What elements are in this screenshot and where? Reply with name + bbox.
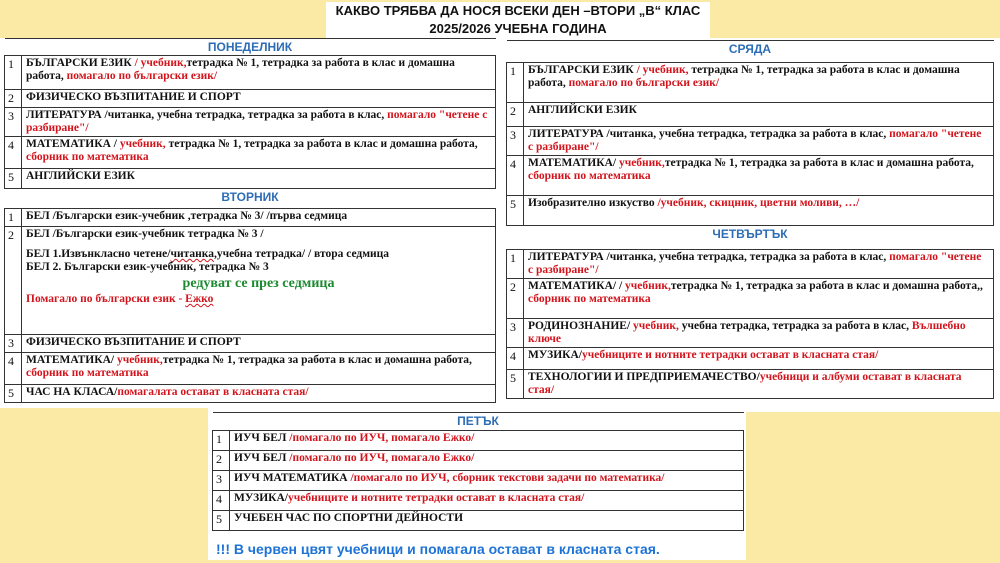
title-line-2: 2025/2026 УЧЕБНА ГОДИНА xyxy=(429,21,607,36)
wednesday-thursday-table xyxy=(506,40,994,399)
table-row: 5 АНГЛИЙСКИ ЕЗИК xyxy=(5,169,496,189)
friday-schedule-panel xyxy=(208,406,746,560)
red-color-note: !!! В червен цвят учебници и помагала остават в класната стая. xyxy=(216,541,660,557)
table-row: 3 ЛИТЕРАТУРА /читанка, учебна тетрадка, тетрадка за работа в клас, помагало "четене с разбиране"/ xyxy=(5,108,496,137)
thursday-header: ЧЕТВЪРТЪК xyxy=(507,226,994,250)
wednesday-header: СРЯДА xyxy=(507,41,994,63)
title-line-1: КАКВО ТРЯБВА ДА НОСЯ ВСЕКИ ДЕН –ВТОРИ „В“ КЛАС xyxy=(335,3,701,18)
left-schedule-panel xyxy=(0,38,500,408)
table-row: 4 МАТЕМАТИКА/ учебник,тетрадка № 1, тетрадка за работа в клас и домашна работа, сборник по математика xyxy=(507,156,994,196)
table-row: 2 МАТЕМАТИКА/ / учебник,тетрадка № 1, тетрадка за работа в клас и домашна работа,, сборник по математика xyxy=(507,279,994,319)
table-row: 3 ИУЧ МАТЕМАТИКА /помагало по ИУЧ, сборник текстови задачи по математика/ xyxy=(213,471,744,491)
table-row: 5 ТЕХНОЛОГИИ И ПРЕДПРИЕМАЧЕСТВО/учебници и албуми остават в класната стая/ xyxy=(507,370,994,399)
right-schedule-panel xyxy=(500,38,1000,412)
table-row: 3 ФИЗИЧЕСКО ВЪЗПИТАНИЕ И СПОРТ xyxy=(5,335,496,353)
table-row: 2 ИУЧ БЕЛ /помагало по ИУЧ, помагало Ежко/ xyxy=(213,451,744,471)
table-row: 3 ЛИТЕРАТУРА /читанка, учебна тетрадка, тетрадка за работа в клас, помагало "четене с разбиране"/ xyxy=(507,127,994,156)
table-row: 3 РОДИНОЗНАНИЕ/ учебник, учебна тетрадка, тетрадка за работа в клас, Вълшебно ключе xyxy=(507,319,994,348)
table-row: 1 ЛИТЕРАТУРА /читанка, учебна тетрадка, тетрадка за работа в клас, помагало "четене с разбиране"/ xyxy=(507,250,994,279)
tuesday-header: ВТОРНИК xyxy=(5,189,496,209)
table-row: 4 МАТЕМАТИКА/ учебник,тетрадка № 1, тетрадка за работа в клас и домашна работа, сборник по математика xyxy=(5,353,496,385)
table-row: 4 МУЗИКА/учебниците и нотните тетрадки остават в класната стая/ xyxy=(507,348,994,370)
table-row: 1 БЕЛ /Български език-учебник ,тетрадка № 3/ /първа седмица xyxy=(5,209,496,227)
table-row: 2 БЕЛ /Български език-учебник тетрадка № 3 / БЕЛ 1.Извънкласно четене/читанка,учебна тетрадка/ / втора седмица БЕЛ 2. Български език-учебник, тетрадка № 3 редуват се през седмица Помагало по български език - Ежко xyxy=(5,227,496,335)
page-title xyxy=(326,2,710,40)
friday-table xyxy=(212,412,744,531)
monday-tuesday-table xyxy=(4,38,496,403)
table-row: 5 Изобразително изкуство /учебник, скицник, цветни моливи, …/ xyxy=(507,196,994,226)
table-row: 1 ИУЧ БЕЛ /помагало по ИУЧ, помагало Ежко/ xyxy=(213,431,744,451)
alternate-weeks-note: редуват се през седмица xyxy=(182,276,335,291)
table-row: 1 БЪЛГАРСКИ ЕЗИК / учебник, тетрадка № 1, тетрадка за работа в клас и домашна работа, помагало по български език/ xyxy=(507,63,994,103)
table-row: 5 ЧАС НА КЛАСА/помагалата остават в класната стая/ xyxy=(5,385,496,403)
monday-header: ПОНЕДЕЛНИК xyxy=(5,39,496,56)
table-row: 2 ФИЗИЧЕСКО ВЪЗПИТАНИЕ И СПОРТ xyxy=(5,90,496,108)
friday-header: ПЕТЪК xyxy=(213,413,744,431)
table-row: 2 АНГЛИЙСКИ ЕЗИК xyxy=(507,103,994,127)
table-row: 5 УЧЕБЕН ЧАС ПО СПОРТНИ ДЕЙНОСТИ xyxy=(213,511,744,531)
table-row: 1 БЪЛГАРСКИ ЕЗИК / учебник,тетрадка № 1, тетрадка за работа в клас и домашна работа, помагало по български език/ xyxy=(5,56,496,90)
table-row: 4 МУЗИКА/учебниците и нотните тетрадки остават в класната стая/ xyxy=(213,491,744,511)
table-row: 4 МАТЕМАТИКА / учебник, тетрадка № 1, тетрадка за работа в клас и домашна работа, сборник по математика xyxy=(5,137,496,169)
